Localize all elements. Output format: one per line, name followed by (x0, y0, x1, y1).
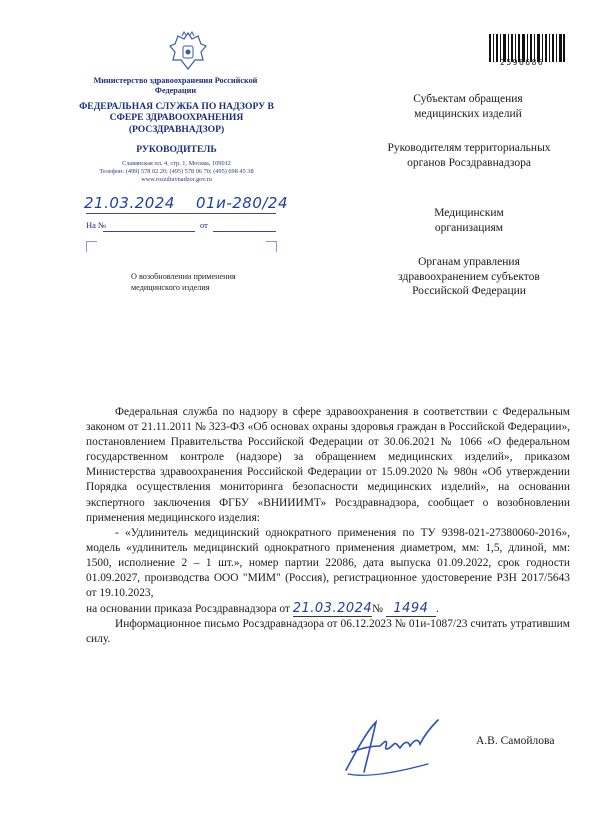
address: Славянская пл. 4, стр. 1, Москва, 109012 (122, 160, 231, 167)
recipient-4: Органам управления здравоохранением субъектов Российской Федерации (398, 256, 540, 298)
paragraph-revocation: Информационное письмо Росздравнадзора от 06.12.2023 № 01и-1087/23 считать утратившим силу. (86, 618, 570, 646)
letter-subject: О возобновлении применения медицинского изделия (131, 272, 236, 292)
letter-number: 01и-280/24 (196, 194, 289, 212)
reply-no-label: На № (86, 220, 107, 230)
letter-body (86, 405, 570, 648)
signer-name: А.В. Самойлова (476, 735, 555, 747)
letter-date: 21.03.2024 (84, 194, 175, 212)
order-suffix: . (435, 603, 439, 616)
order-no-label: № (372, 603, 384, 616)
recipient-1: Субъектам обращения медицинских изделий (413, 93, 523, 120)
order-prefix: на основании приказа Росздравнадзора от (86, 603, 290, 616)
order-date: 21.03.2024 (292, 601, 373, 617)
reply-from-line (213, 230, 276, 232)
paragraph-device (86, 526, 570, 601)
ministry-name: Министерство здравоохранения Российской Федерации (93, 76, 258, 95)
device-description: - «Удлинитель медицинский однократного применения по ТУ 9398-021-27380060-2016», модель «удлинитель медицинский однократного применения диаметром, мм: 1,5, длиной, мм: 1500, исполнение 2 – 1 шт.», номер партии 22086, дата выпуска 01.09.2022, срок годности 01.09.2027, производства ООО "МИМ" (Россия), регистрационное удостоверение РЗН 2017/5643 от 19.10.2023, (86, 526, 570, 600)
state-emblem (168, 30, 208, 72)
website: www.roszdravnadzor.gov.ru (141, 175, 212, 183)
handwritten-signature (338, 712, 448, 782)
subject-corner-left (86, 241, 97, 252)
reply-no-line (103, 230, 195, 232)
contacts-block (74, 160, 279, 184)
recipient-3: Медицинским организациям (434, 207, 504, 234)
service-name: ФЕДЕРАЛЬНАЯ СЛУЖБА ПО НАДЗОРУ В СФЕРЕ ЗДРАВООХРАНЕНИЯ (РОСЗДРАВНАДЗОР) (79, 101, 274, 135)
subject-corner-right (266, 241, 277, 252)
phones: Телефон: (499) 578 02 20; (495) 578 06 70; (495) 698 45 38 (99, 167, 254, 175)
role-title: РУКОВОДИТЕЛЬ (136, 144, 217, 155)
order-number: 1494 (386, 601, 436, 617)
date-number-line (86, 212, 276, 214)
recipient-2: Руководителям территориальных органов Росздравнадзора (387, 142, 551, 169)
paragraph-order (86, 601, 570, 617)
barcode-number: 2596686 (500, 58, 545, 67)
paragraph-legal-basis: Федеральная служба по надзору в сфере здравоохранения в соответствии с Федеральным законом от 21.11.2011 № 323-ФЗ «Об основах охраны здоровья граждан в Российской Федерации», постановлением Правительства Российской Федерации от 30.06.2021 № 1066 «О федеральном государственном контроле (надзоре) за обращением медицинских изделий», приказом Министерства здравоохранения Российской Федерации от 15.09.2020 № 980н «Об утверждении Порядка осуществления мониторинга безопасности медицинских изделий», на основании экспертного заключения ФГБУ «ВНИИИМТ» Росздравнадзора, сообщает о возобновлении применения медицинского изделия: (86, 406, 570, 524)
reply-from-label: от (200, 220, 208, 230)
